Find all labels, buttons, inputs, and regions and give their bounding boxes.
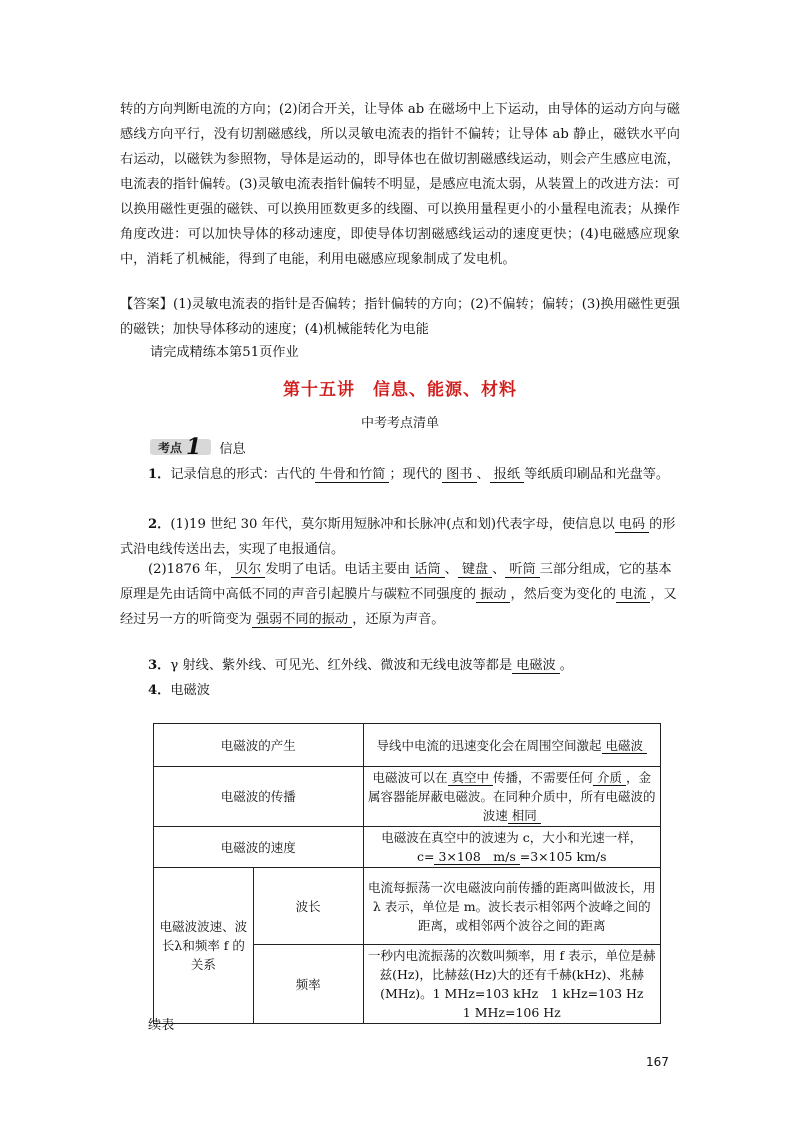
cell-text: 电磁波可以在: [372, 770, 448, 785]
item-text: (2)1876 年，: [148, 562, 231, 577]
fill-blank: 电流: [616, 587, 650, 603]
item-text: γ 射线、紫外线、可见光、红外线、微波和无线电波等都是: [170, 658, 513, 673]
list-item-2-telephone: [120, 557, 680, 632]
item-text: 。: [559, 658, 573, 673]
item-text: 、: [492, 562, 506, 577]
table-continued-label: 续表: [148, 1018, 175, 1033]
cell-text: ，金属容器能屏蔽电磁波。在同种介质中，所有电磁波的波速: [368, 770, 656, 823]
fill-blank: 贝尔: [231, 562, 265, 578]
item-number: 3．: [148, 658, 171, 673]
item-number: 1．: [148, 467, 171, 482]
table-merged-label: 电磁波波速、波长λ和频率 f 的关系: [154, 868, 254, 1024]
table-row-label: 电磁波的速度: [154, 827, 364, 868]
table-cell: [363, 724, 660, 767]
fill-blank: 话筒: [410, 562, 444, 578]
table-cell: 电流每振荡一次电磁波向前传播的距离叫做波长，用 λ 表示，单位是 m。波长表示相邻两个波峰之间的距离，或相邻两个波谷之间的距离: [363, 868, 660, 945]
explanation-paragraph: 转的方向判断电流的方向；(2)闭合开关，让导体 ab 在磁场中上下运动，由导体的运动方向与磁感线方向平行，没有切割磁感线，所以灵敏电流表的指针不偏转；让导体 ab 静止，磁铁水平向右运动，以磁铁为参照物，导体是运动的，即导体也在做切割磁感线运动，则会产生感应电流，电流表的指针偏转。(3)灵敏电流表指针偏转不明显，是感应电流太弱，从装置上的改进方法：可以换用磁性更强的磁铁、可以换用匝数更多的线圈、可以换用量程更小的小量程电流表；从操作角度改进：可以加快导体的移动速度，即使导体切割磁感线运动的速度更快；(4)电磁感应现象中，消耗了机械能，得到了电能，利用电磁感应现象制成了发电机。: [120, 102, 680, 267]
section-subtitle: 中考考点清单: [360, 416, 439, 431]
fill-blank: 听筒: [505, 562, 539, 578]
table-sub-label: 频率: [253, 945, 363, 1024]
fill-blank: 电码: [615, 517, 649, 533]
item-text: ，还原为声音。: [352, 612, 445, 627]
fill-blank: 相同: [508, 808, 541, 824]
table-row-label: 电磁波的产生: [154, 724, 364, 767]
item-text: 、: [476, 467, 490, 482]
fill-blank: 强弱不同的振动: [252, 612, 352, 628]
item-text: ，然后变为变化的: [510, 587, 616, 602]
table-row-label: 电磁波的传播: [154, 767, 364, 827]
fill-blank: 振动: [476, 587, 510, 603]
item-text: 发明了电话。电话主要由: [265, 562, 411, 577]
cell-text: 电磁波在真空中的波速为 c，大小和光速一样，c=: [381, 830, 643, 864]
item-text: 记录信息的形式：古代的: [170, 467, 316, 482]
fill-blank: 报纸: [490, 467, 524, 483]
table-row: [154, 868, 661, 945]
chapter-title: 第十五讲 信息、能源、材料: [283, 380, 517, 400]
answer-paragraph: 【答案】(1)灵敏电流表的指针是否偏转；指针偏转的方向；(2)不偏转；偏转；(3)换用磁性更强的磁铁；加快导体移动的速度；(4)机械能转化为电能: [120, 297, 680, 337]
table-cell: [363, 827, 660, 868]
list-item-3: [120, 653, 680, 678]
item-number: 4．: [148, 683, 171, 698]
item-text: 电磁波: [170, 683, 210, 698]
exam-point-number: 1: [186, 434, 202, 460]
item-text: ，又经过另一方的听筒变为: [120, 587, 677, 627]
page-number: 167: [646, 1055, 669, 1069]
homework-note: 请完成精练本第51页作业: [150, 345, 299, 360]
electromagnetic-wave-table: [153, 723, 669, 1024]
table-cell: 一秒内电流振荡的次数叫频率，用 f 表示，单位是赫兹(Hz)，比赫兹(Hz)大的还有千赫(kHz)、兆赫(MHz)。1 MHz=103 kHz 1 kHz=103 Hz 1 MHz=106 Hz: [363, 945, 660, 1024]
exam-point-label: 信息: [219, 441, 246, 457]
table-sub-label: 波长: [253, 868, 363, 945]
cell-text: =3×105 km/s: [519, 849, 607, 864]
table-row: [154, 827, 661, 868]
list-item-2: [120, 512, 680, 562]
item-text: 三部分组成，它的基本原理是先由话筒中高低不同的声音引起膜片与碳粒不同强度的: [120, 562, 672, 602]
table-cell: [363, 767, 660, 827]
fill-blank: 图书: [442, 467, 476, 483]
exam-point-badge-label: 考点: [158, 440, 183, 455]
table-row: [154, 767, 661, 827]
cell-text: 传播，不需要任何: [493, 770, 594, 785]
item-text: 的形式沿电线传送出去，实现了电报通信。: [120, 517, 676, 557]
item-text: 、: [444, 562, 458, 577]
list-item-4: [120, 678, 680, 703]
item-number: 2．: [148, 517, 171, 532]
fill-blank: 电磁波: [512, 658, 560, 674]
fill-blank: 真空中: [448, 770, 494, 786]
fill-blank: 键盘: [458, 562, 492, 578]
item-text: 等纸质印刷品和光盘等。: [524, 467, 670, 482]
fill-blank: 3×108 m/s: [434, 849, 519, 865]
cell-text: 导线中电流的迅速变化会在周围空间激起: [376, 737, 602, 753]
exam-point-badge: [150, 434, 211, 460]
item-text: (1)19 世纪 30 年代，莫尔斯用短脉冲和长脉冲(点和划)代表字母，使信息以: [170, 517, 615, 532]
table-row: [154, 724, 661, 767]
item-text: ；现代的: [389, 467, 443, 482]
exam-point-header: [150, 436, 246, 458]
fill-blank: 牛骨和竹简: [315, 467, 389, 483]
fill-blank: 电磁波: [602, 738, 648, 754]
list-item-1: [120, 462, 680, 487]
fill-blank: 介质: [593, 770, 626, 786]
